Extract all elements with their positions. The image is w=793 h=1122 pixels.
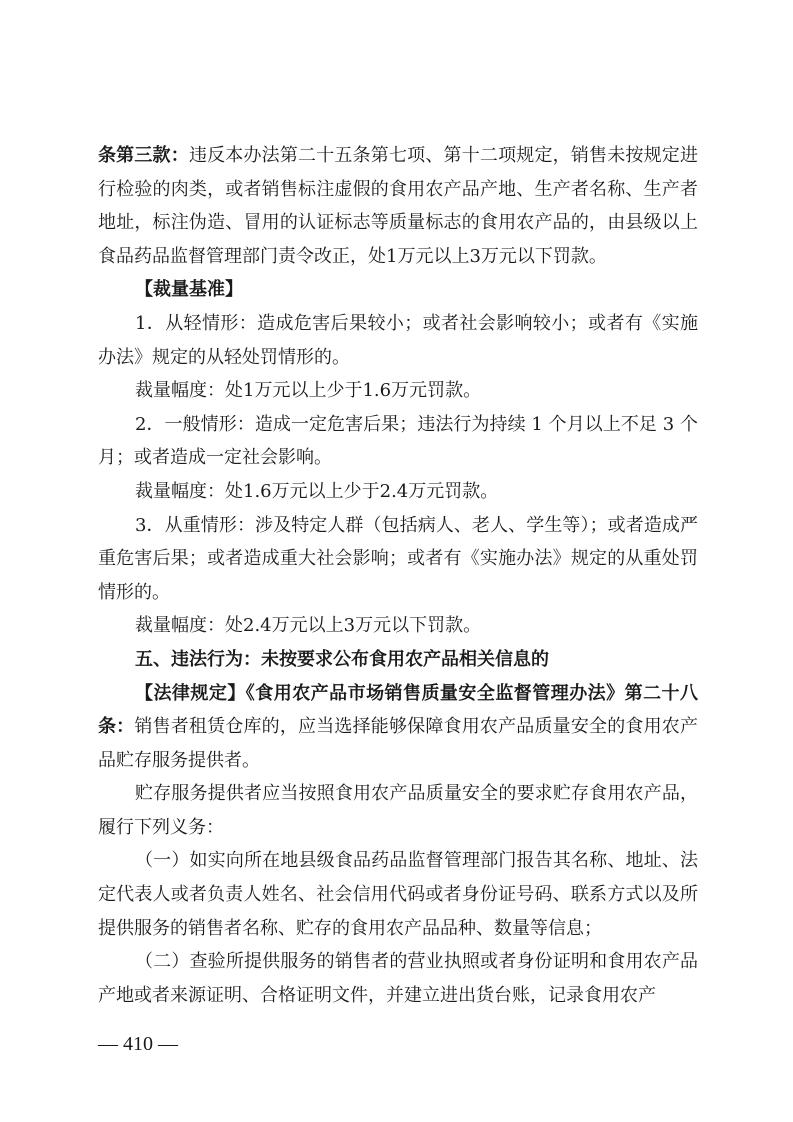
paragraph-heavy-range: 裁量幅度：处2.4万元以上3万元以下罚款。	[135, 615, 482, 637]
paragraph-storage-obligations: 贮存服务提供者应当按照食用农产品质量安全的要求贮存食用农产品，履行下列义务：	[98, 783, 698, 838]
paragraph-obligation-two: （二）查验所提供服务的销售者的营业执照或者身份证明和食用农产品产地或者来源证明、合格证明文件，并建立进出货台账，记录食用农产	[98, 951, 698, 1006]
article-text: 违反本办法第二十五条第七项、第十二项规定，销售未按规定进行检验的肉类，或者销售标注虚假的食用农产品产地、生产者名称、生产者地址，标注伪造、冒用的认证标志等质量标志的食用农产品的，由县级以上食品药品监督管理部门责令改正，处1万元以上3万元以下罚款。	[98, 145, 698, 267]
paragraph-general-range: 裁量幅度：处1.6万元以上少于2.4万元罚款。	[135, 480, 499, 502]
legal-provision-ref: 【法律规定】《食用农产品市场销售质量安全监督管理办法》第二十八条：	[98, 682, 698, 738]
paragraph-light-range: 裁量幅度：处1万元以上少于1.6万元罚款。	[135, 380, 482, 402]
legal-provision-text: 销售者租赁仓库的，应当选择能够保障食用农产品质量安全的食用农产品贮存服务提供者。	[98, 716, 698, 771]
paragraph-heavy-case: 3．从重情形：涉及特定人群（包括病人、老人、学生等）；或者造成严重危害后果；或者造成重大社会影响；或者有《实施办法》规定的从重处罚情形的。	[98, 514, 698, 603]
section-heading-violation-five: 五、违法行为：未按要求公布食用农产品相关信息的	[135, 648, 549, 670]
document-body	[98, 139, 698, 1012]
article-ref: 条第三款：	[98, 145, 189, 166]
page-number: — 410 —	[98, 1033, 178, 1055]
section-heading-discretion-standard: 【裁量基准】	[135, 279, 243, 301]
paragraph-obligation-one: （一）如实向所在地县级食品药品监督管理部门报告其名称、地址、法定代表人或者负责人姓名、社会信用代码或者身份证号码、联系方式以及所提供服务的销售者名称、贮存的食用农产品品种、数量等信息；	[98, 850, 698, 939]
paragraph-general-case: 2．一般情形：造成一定危害后果；违法行为持续 1 个月以上不足 3 个月；或者造成一定社会影响。	[98, 413, 698, 469]
paragraph-legal-provision	[98, 677, 698, 778]
paragraph-light-case: 1．从轻情形：造成危害后果较小；或者社会影响较小；或者有《实施办法》规定的从轻处罚情形的。	[98, 312, 698, 368]
paragraph-article-clause	[98, 139, 698, 273]
